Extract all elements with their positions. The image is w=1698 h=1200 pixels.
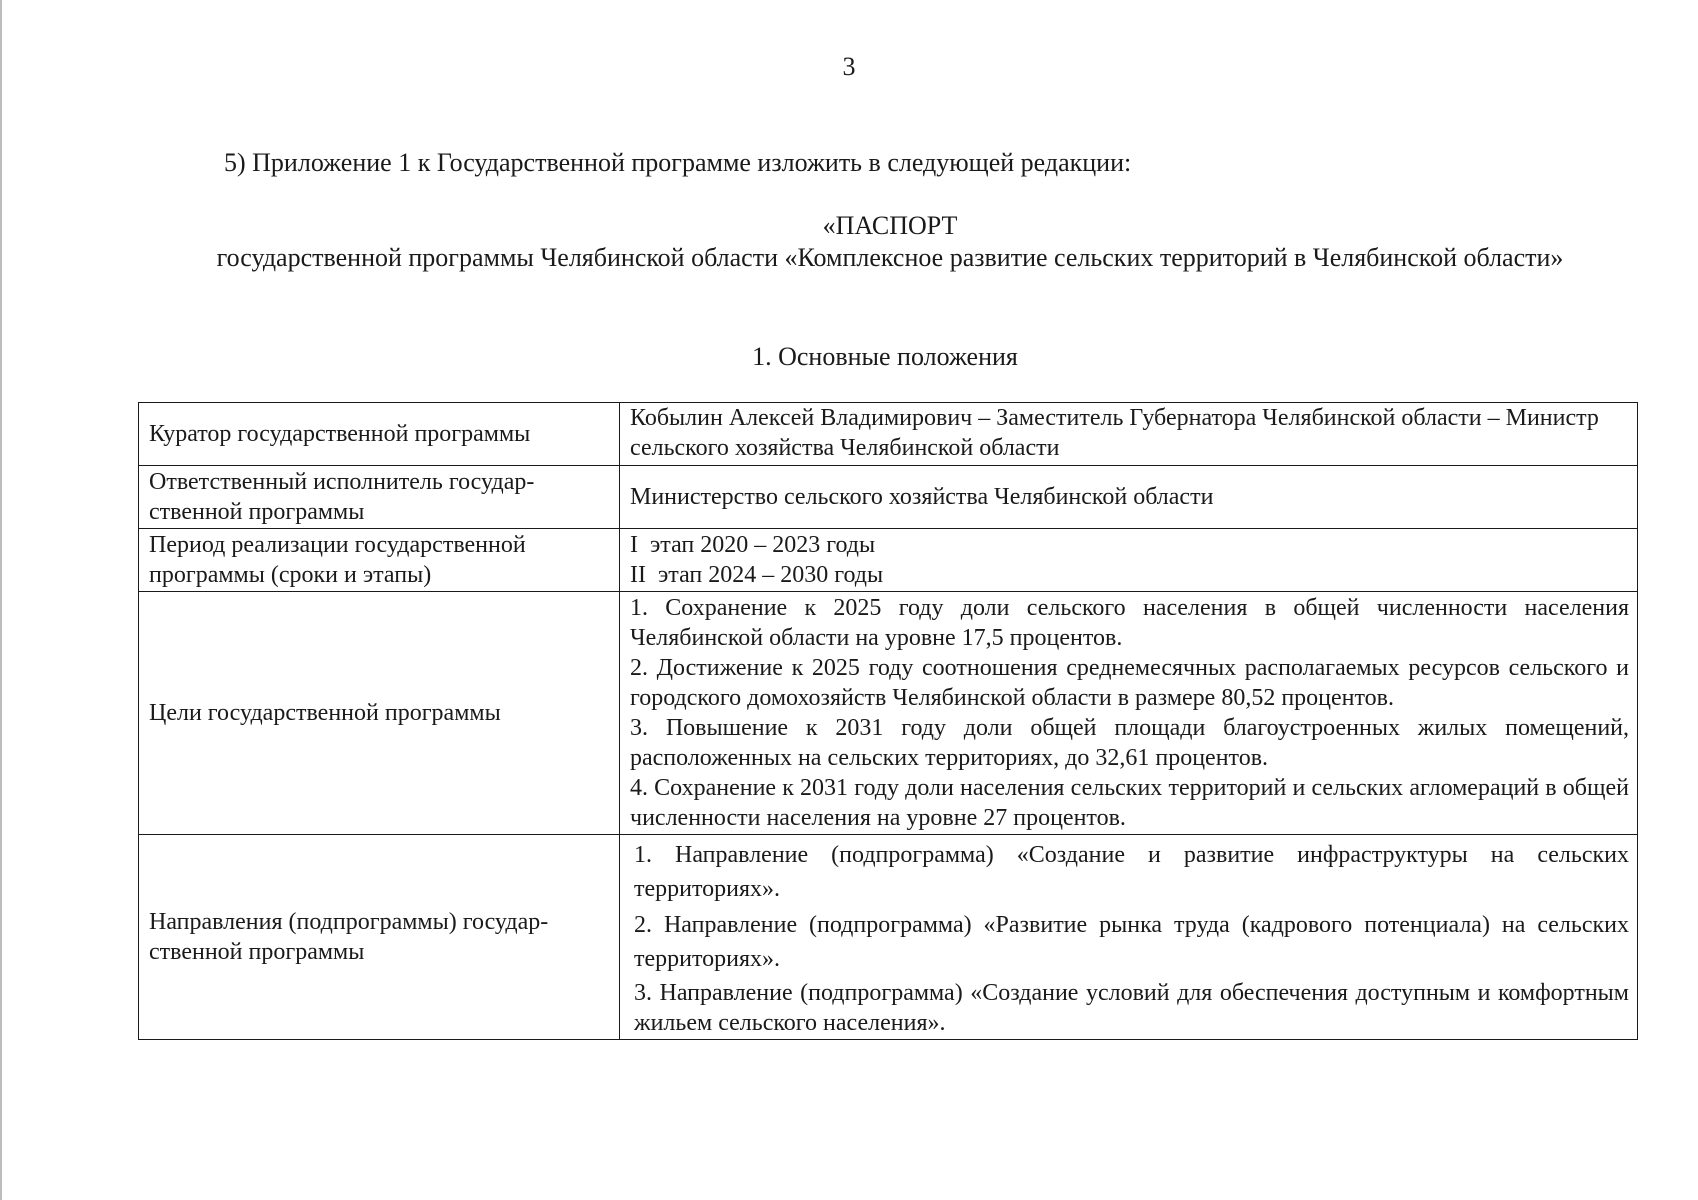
passport-table xyxy=(138,402,1638,1040)
goal-item-4: 4. Сохранение к 2031 году доли населения сельских территорий и сельских агломераций в общей численности населения на уровне 27 процентов. xyxy=(630,775,1629,831)
page-number: 3 xyxy=(842,52,856,81)
table-row-executor xyxy=(139,466,1638,529)
row-label-period: Период реализации государственной программы (сроки и этапы) xyxy=(139,529,620,592)
row-label-goals: Цели государственной программы xyxy=(139,592,620,835)
row-value-goals xyxy=(620,592,1638,835)
table-row-directions xyxy=(139,835,1638,1040)
goal-item-1: 1. Сохранение к 2025 году доли сельского населения в общей численности населения Челябинской области на уровне 17,5 процентов. xyxy=(630,595,1629,651)
direction-item-1: 1. Направление (подпрограмма) «Создание и развитие инфраструктуры на сельских территориях». xyxy=(634,842,1629,902)
passport-title-block xyxy=(180,210,1600,274)
section-heading: 1. Основные положения xyxy=(752,342,1018,371)
table-row-period xyxy=(139,529,1638,592)
row-value-curator: Кобылин Алексей Владимирович – Заместитель Губернатора Челябинской области – Министр сельского хозяйства Челябинской области xyxy=(620,403,1638,466)
row-label-directions: Направления (подпрограммы) государ-ственной программы xyxy=(139,835,620,1040)
goal-item-3: 3. Повышение к 2031 году доли общей площади благоустроенных жилых помещений, расположенных на сельских территориях, до 32,61 процентов. xyxy=(630,715,1629,771)
passport-title: «ПАСПОРТ xyxy=(822,211,958,240)
row-label-curator: Куратор государственной программы xyxy=(139,403,620,466)
table-row-curator xyxy=(139,403,1638,466)
direction-item-2: 2. Направление (подпрограмма) «Развитие рынка труда (кадрового потенциала) на сельских территориях». xyxy=(634,912,1629,972)
goal-item-2: 2. Достижение к 2025 году соотношения среднемесячных располагаемых ресурсов сельского и городского домохозяйств Челябинской области в размере 80,52 процентов. xyxy=(630,655,1629,711)
stage-1: I этап 2020 – 2023 годы xyxy=(630,532,876,558)
page-left-edge xyxy=(0,0,2,1200)
passport-subtitle: государственной программы Челябинской области «Комплексное развитие сельских территорий в Челябинской области» xyxy=(216,243,1564,272)
row-value-directions xyxy=(620,835,1638,1040)
table-row-goals xyxy=(139,592,1638,835)
stage-2: II этап 2024 – 2030 годы xyxy=(630,562,884,588)
intro-paragraph: 5) Приложение 1 к Государственной программе изложить в следующей редакции: xyxy=(224,148,1132,177)
row-value-executor: Министерство сельского хозяйства Челябинской области xyxy=(620,466,1638,529)
row-value-period xyxy=(620,529,1638,592)
direction-item-3: 3. Направление (подпрограмма) «Создание условий для обеспечения доступным и комфортным жильем сельского населения». xyxy=(634,980,1629,1036)
row-label-executor: Ответственный исполнитель государ-ственной программы xyxy=(139,466,620,529)
